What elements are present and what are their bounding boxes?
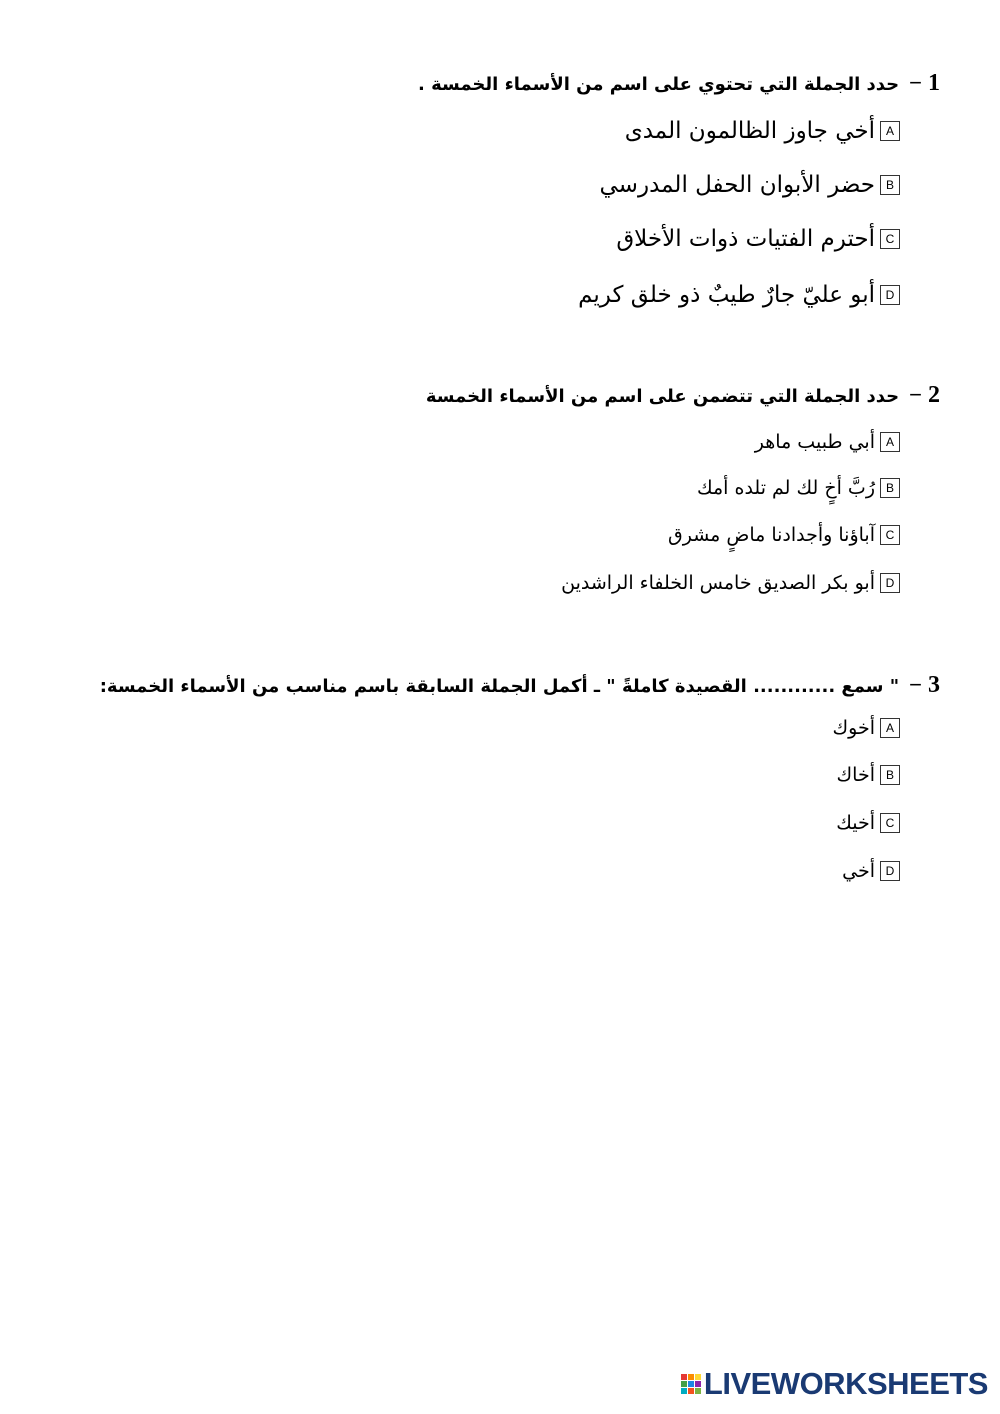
option-3c[interactable]: [836, 812, 900, 834]
option-2c[interactable]: [668, 524, 900, 546]
option-1c[interactable]: [616, 226, 900, 252]
question-3: [100, 672, 940, 699]
option-1d[interactable]: [578, 282, 900, 308]
option-text: آباؤنا وأجدادنا ماضٍ مشرق: [667, 524, 875, 546]
option-letter-box[interactable]: B: [880, 478, 900, 498]
option-text: رُبَّ أخٍ لك لم تلده أمك: [696, 477, 875, 499]
option-1a[interactable]: [625, 118, 900, 144]
option-2d[interactable]: [561, 572, 900, 594]
question-number: 2: [928, 382, 940, 408]
option-text: أبو عليّ جارٌ طيبٌ ذو خلق كريم: [578, 282, 875, 308]
option-letter-box[interactable]: A: [880, 432, 900, 452]
option-letter-box[interactable]: D: [880, 861, 900, 881]
question-1: [418, 70, 940, 97]
question-text: حدد الجملة التي تحتوي على اسم من الأسماء الخمسة .: [418, 74, 900, 95]
option-text: أبي طبيب ماهر: [754, 431, 875, 453]
option-text: أخي: [842, 860, 875, 882]
option-text: أخاك: [836, 764, 875, 786]
question-2: [426, 382, 940, 409]
option-letter-box[interactable]: C: [880, 229, 900, 249]
option-text: حضر الأبوان الحفل المدرسي: [599, 172, 875, 198]
question-number: 3: [928, 672, 940, 698]
question-dash: −: [909, 382, 922, 407]
option-letter-box[interactable]: B: [880, 175, 900, 195]
blocks-icon: [681, 1374, 701, 1394]
option-text: أبو بكر الصديق خامس الخلفاء الراشدين: [561, 572, 875, 594]
option-letter-box[interactable]: D: [880, 573, 900, 593]
option-letter-box[interactable]: B: [880, 765, 900, 785]
option-2b[interactable]: [697, 477, 900, 499]
option-3d[interactable]: [842, 860, 900, 882]
option-text: أخيك: [836, 812, 875, 834]
option-1b[interactable]: [600, 172, 900, 198]
option-letter-box[interactable]: C: [880, 813, 900, 833]
question-number: 1: [928, 70, 940, 96]
option-text: أخوك: [832, 717, 875, 739]
option-text: أخي جاوز الظالمون المدى: [624, 118, 875, 144]
question-dash: −: [909, 70, 922, 95]
option-letter-box[interactable]: A: [880, 718, 900, 738]
brand-name: LIVEWORKSHEETS: [703, 1366, 988, 1401]
option-letter-box[interactable]: C: [880, 525, 900, 545]
question-text: حدد الجملة التي تتضمن على اسم من الأسماء الخمسة: [425, 386, 900, 407]
question-dash: −: [909, 672, 922, 697]
option-3a[interactable]: [833, 717, 901, 739]
option-2a[interactable]: [755, 431, 900, 453]
option-letter-box[interactable]: D: [880, 285, 900, 305]
option-text: أحترم الفتيات ذوات الأخلاق: [616, 226, 875, 252]
option-letter-box[interactable]: A: [880, 121, 900, 141]
option-3b[interactable]: [837, 764, 900, 786]
liveworksheets-logo: [681, 1366, 988, 1402]
question-text: " سمع ............ القصيدة كاملةً " ـ أكمل الجملة السابقة باسم مناسب من الأسماء الخمسة:: [99, 676, 900, 697]
